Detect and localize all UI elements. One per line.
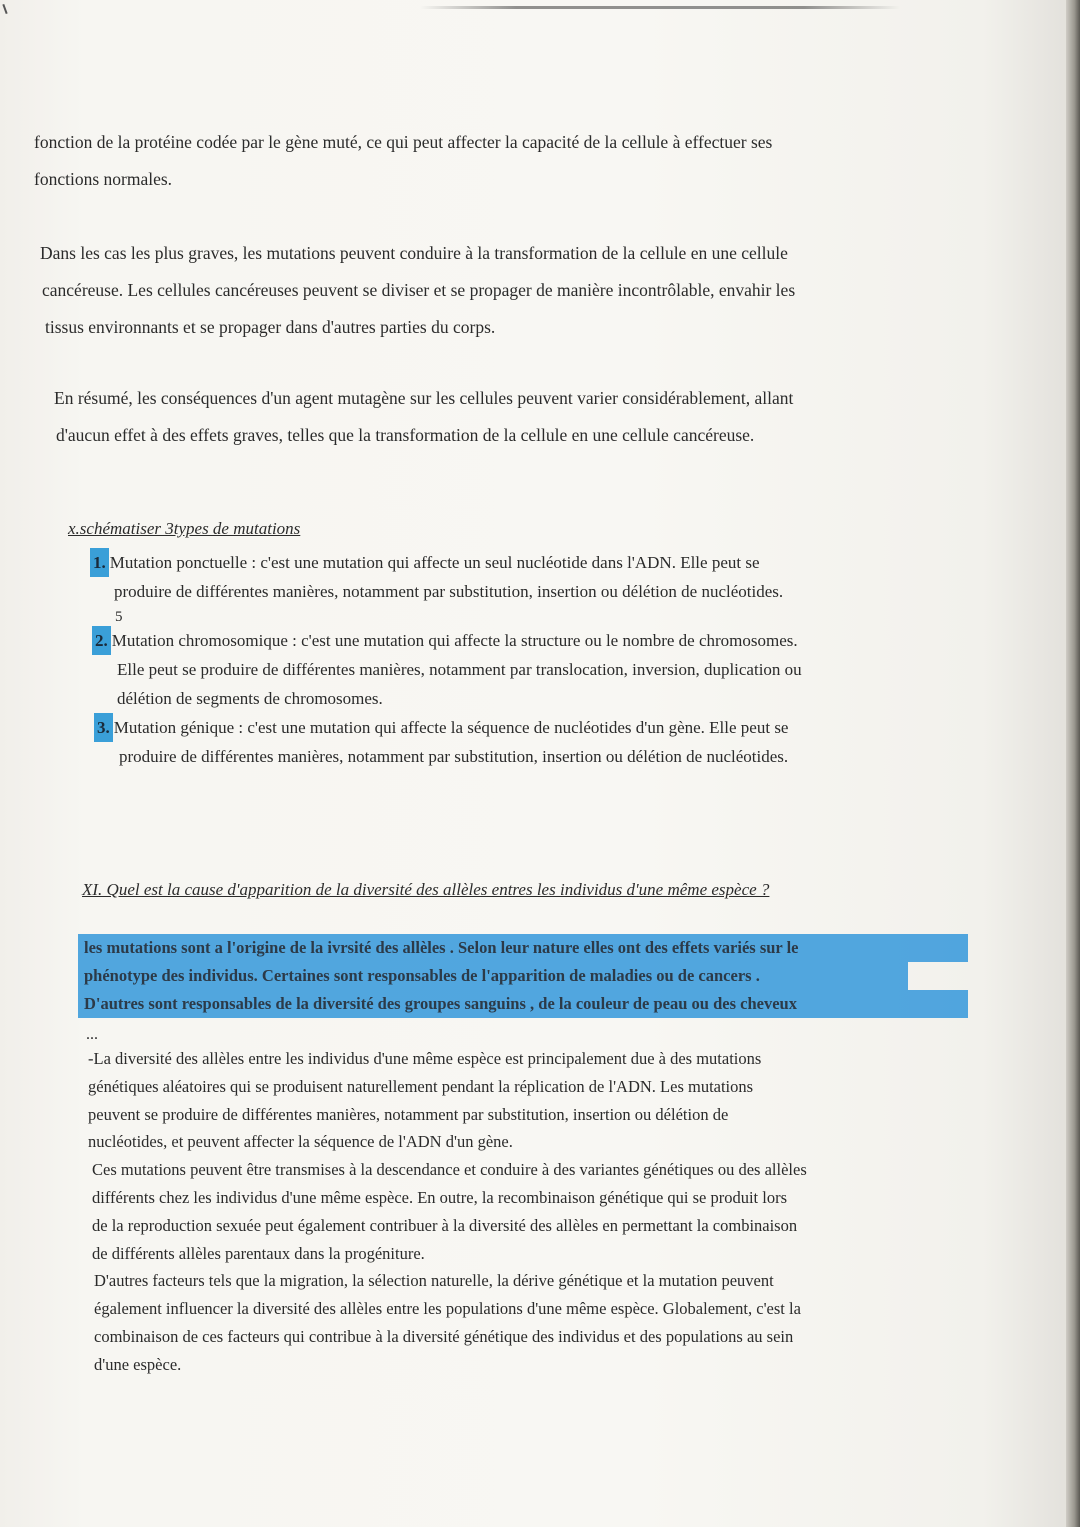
paragraph-1-line-2: fonctions normales. [34,169,173,189]
item-1-line-2: produire de différentes manières, notamment par substitution, insertion ou délétion de nucléotides. [114,582,784,601]
paragraph-1-line-1: fonction de la protéine codée par le gène muté, ce qui peut affecter la capacité de la cellule à effectuer ses [34,132,773,152]
page-edge-shadow [1066,0,1080,1527]
item-2-line-1: Mutation chromosomique : c'est une mutation qui affecte la structure ou le nombre de chromosomes. [111,631,798,650]
section-xi-heading: XI. Quel est la cause d'apparition de la diversité des allèles entres les individus d'une même espèce ? [82,880,770,899]
page-number: 5 [115,609,123,625]
highlight-line-2: phénotype des individus. Certaines sont responsables de l'apparition de maladies ou de cancers . [78,962,908,990]
answer-line: de différents allèles parentaux dans la progéniture. [92,1243,425,1263]
answer-line: également influencer la diversité des allèles entre les populations d'une même espèce. Globalement, c'est la [94,1299,801,1319]
paragraph-3 [54,380,793,454]
item-3-line-1: Mutation génique : c'est une mutation qui affecte la séquence de nucléotides d'un gène. Elle peut se [113,718,789,737]
answer-line: D'autres facteurs tels que la migration, la sélection naturelle, la dérive génétique et la mutation peuvent [94,1271,774,1291]
answer-line: nucléotides, et peuvent affecter la séquence de l'ADN d'un gène. [88,1132,513,1152]
paragraph-2-line-3: tissus environnants et se propager dans d'autres parties du corps. [45,317,496,337]
highlight-line-1: les mutations sont a l'origine de la ivrsité des allèles . Selon leur nature elles ont des effets variés sur le [78,934,968,962]
item-number-badge: 3. [94,713,113,742]
highlighted-handwritten-answer [78,934,968,1018]
top-fold-shadow [420,6,900,9]
paragraph-3-line-2: d'aucun effet à des effets graves, telles que la transformation de la cellule en une cellule cancéreuse. [56,425,755,445]
item-3-line-2: produire de différentes manières, notamment par substitution, insertion ou délétion de nucléotides. [119,747,789,766]
answer-line: Ces mutations peuvent être transmises à la descendance et conduire à des variantes génétiques ou des allèles [92,1160,807,1180]
paragraph-2-line-2: cancéreuse. Les cellules cancéreuses peuvent se diviser et se propager de manière incontrôlable, envahir les [42,280,796,300]
answer-line: combinaison de ces facteurs qui contribue à la diversité génétique des individus et des populations au sein [94,1326,794,1346]
mutation-item-3 [94,713,788,771]
answer-line: d'une espèce. [94,1354,182,1374]
section-x-heading: x.schématiser 3types de mutations [68,519,301,538]
paragraph-2 [40,235,795,346]
answer-line: génétiques aléatoires qui se produisent naturellement pendant la réplication de l'ADN. Les mutations [88,1076,754,1096]
answer-line: de la reproduction sexuée peut également contribuer à la diversité des allèles en permettant la combinaison [92,1215,798,1235]
paragraph-2-line-1: Dans les cas les plus graves, les mutations peuvent conduire à la transformation de la cellule en une cellule [40,243,788,263]
paragraph-1 [34,124,772,198]
mutation-item-2 [92,626,802,713]
item-number-badge: 2. [92,626,111,655]
item-2-line-3: délétion de segments de chromosomes. [117,689,383,708]
section-xi-answer [88,1045,978,1379]
paragraph-3-line-1: En résumé, les conséquences d'un agent mutagène sur les cellules peuvent varier considérablement, allant [54,388,794,408]
ellipsis-mark: ... [86,1026,98,1043]
answer-line: différents chez les individus d'une même espèce. En outre, la recombinaison génétique qui se produit lors [92,1187,788,1207]
item-1-line-1: Mutation ponctuelle : c'est une mutation qui affecte un seul nucléotide dans l'ADN. Elle peut se [109,553,760,572]
answer-line: -La diversité des allèles entre les individus d'une même espèce est principalement due à des mutations [88,1049,762,1068]
mutation-item-1 [90,548,783,606]
item-number-badge: 1. [90,548,109,577]
item-2-line-2: Elle peut se produire de différentes manières, notamment par translocation, inversion, duplication ou [117,660,802,679]
answer-line: peuvent se produire de différentes manières, notamment par substitution, insertion ou délétion de [88,1104,729,1124]
highlight-line-3: D'autres sont responsables de la diversité des groupes sanguins , de la couleur de peau ou des cheveux [78,990,968,1018]
